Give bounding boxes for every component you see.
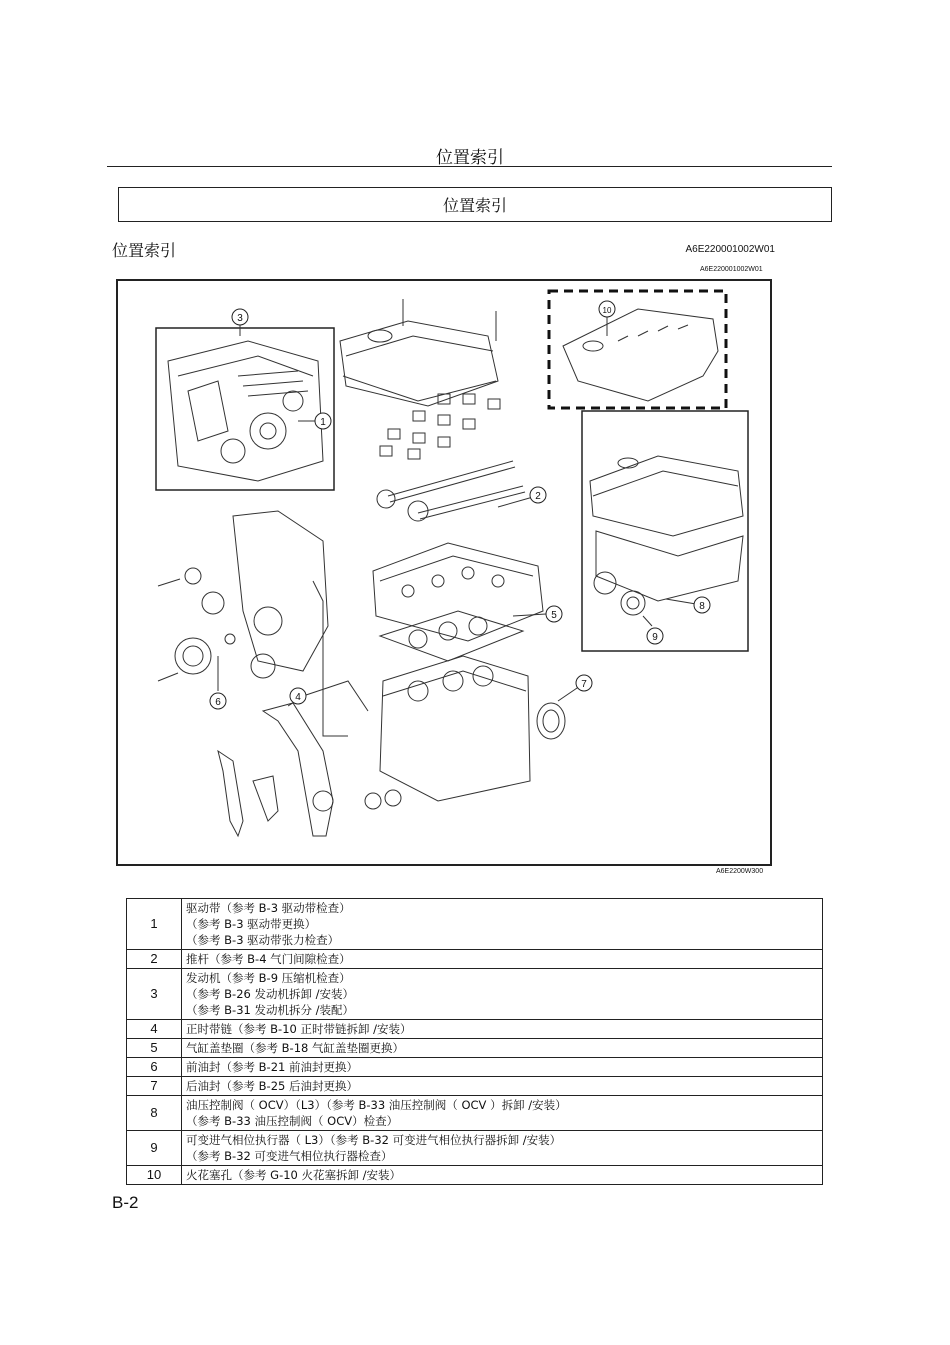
- item-description: [182, 1096, 823, 1131]
- callout-5: 5: [551, 610, 557, 621]
- figure-code-bottom: A6E2200W300: [716, 868, 764, 875]
- description-line: （参考 B-32 可变进气相位执行器检查）: [186, 1149, 393, 1163]
- description-line: 可变进气相位执行器（ L3）（参考 B-32 可变进气相位执行器拆卸 /安装）: [186, 1133, 562, 1147]
- table-row: [127, 1077, 823, 1096]
- table-row: [127, 1020, 823, 1039]
- engine-illustration: [118, 281, 770, 864]
- page-number: B-2: [112, 1193, 139, 1212]
- section-title-box: [118, 187, 832, 222]
- figure-code-top: A6E220001002W01: [700, 266, 763, 273]
- description-line: 发动机（参考 B-9 压缩机检查）: [186, 971, 351, 985]
- item-number: 9: [127, 1131, 182, 1166]
- description-line: （参考 B-3 驱动带更换）: [186, 917, 317, 931]
- location-index-table: [126, 898, 823, 1185]
- item-description: [182, 1077, 823, 1096]
- item-number: 4: [127, 1020, 182, 1039]
- description-line: 驱动带（参考 B-3 驱动带检查）: [186, 901, 351, 915]
- item-number: 5: [127, 1039, 182, 1058]
- item-number: 7: [127, 1077, 182, 1096]
- description-line: （参考 B-33 油压控制阀（ OCV）检查）: [186, 1114, 399, 1128]
- item-description: [182, 969, 823, 1020]
- item-number: 6: [127, 1058, 182, 1077]
- description-line: 油压控制阀（ OCV）（L3）（参考 B-33 油压控制阀（ OCV ）拆卸 /安装）: [186, 1098, 567, 1112]
- item-number: 8: [127, 1096, 182, 1131]
- callout-8: 8: [699, 601, 705, 612]
- header-rule: [107, 166, 832, 167]
- description-line: 气缸盖垫圈（参考 B-18 气缸盖垫圈更换）: [186, 1041, 404, 1055]
- callout-6: 6: [215, 697, 221, 708]
- description-line: 前油封（参考 B-21 前油封更换）: [186, 1060, 358, 1074]
- section-title: 位置索引: [442, 196, 507, 215]
- callout-4: 4: [295, 692, 301, 703]
- description-line: （参考 B-26 发动机拆卸 /安装）: [186, 987, 355, 1001]
- item-description: [182, 950, 823, 969]
- callout-7: 7: [581, 679, 587, 690]
- description-line: （参考 B-3 驱动带张力检查）: [186, 933, 340, 947]
- item-description: [182, 1166, 823, 1185]
- description-line: 正时带链（参考 B-10 正时带链拆卸 /安装）: [186, 1022, 412, 1036]
- subsection-ref-code: A6E220001002W01: [685, 244, 775, 255]
- callout-2: 2: [535, 491, 541, 502]
- table-row: [127, 1166, 823, 1185]
- description-line: 火花塞孔（参考 G-10 火花塞拆卸 /安装）: [186, 1168, 402, 1182]
- table-row: [127, 950, 823, 969]
- item-description: [182, 1039, 823, 1058]
- table-row: [127, 1039, 823, 1058]
- item-description: [182, 1058, 823, 1077]
- callout-9: 9: [652, 632, 658, 643]
- item-description: [182, 1131, 823, 1166]
- callout-10: 10: [602, 306, 612, 315]
- callout-3: 3: [237, 313, 243, 324]
- table-row: [127, 1096, 823, 1131]
- subsection-title: 位置索引: [112, 241, 177, 260]
- callout-1: 1: [320, 417, 326, 428]
- page-header-title: 位置索引: [436, 148, 504, 168]
- item-number: 3: [127, 969, 182, 1020]
- item-description: [182, 899, 823, 950]
- table-row: [127, 1131, 823, 1166]
- description-line: （参考 B-31 发动机拆分 /装配）: [186, 1003, 355, 1017]
- table-row: [127, 899, 823, 950]
- item-number: 2: [127, 950, 182, 969]
- item-number: 1: [127, 899, 182, 950]
- description-line: 后油封（参考 B-25 后油封更换）: [186, 1079, 358, 1093]
- table-row: [127, 1058, 823, 1077]
- exploded-engine-figure: [116, 279, 772, 866]
- description-line: 推杆（参考 B-4 气门间隙检查）: [186, 952, 351, 966]
- item-description: [182, 1020, 823, 1039]
- item-number: 10: [127, 1166, 182, 1185]
- table-row: [127, 969, 823, 1020]
